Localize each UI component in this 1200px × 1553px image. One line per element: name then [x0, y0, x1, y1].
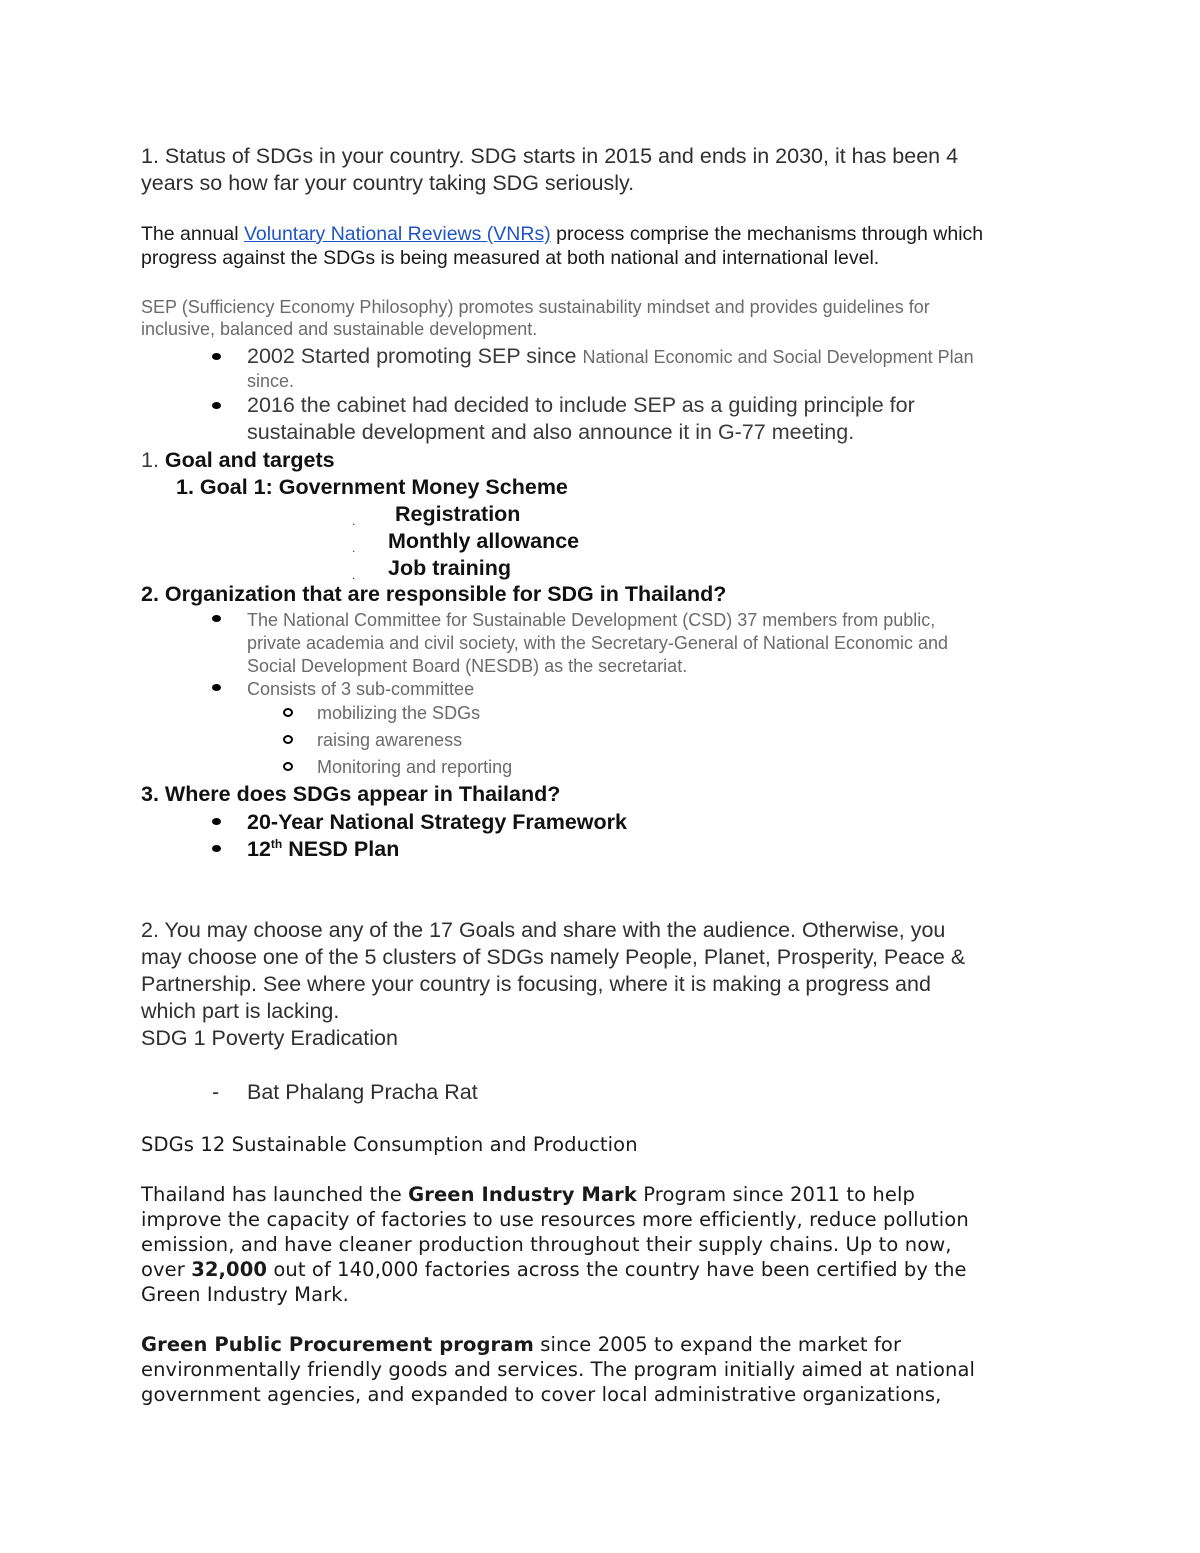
- sep-bullet1-line1: [247, 344, 974, 369]
- bullet-dot-icon: [212, 818, 221, 825]
- green-industry-line4: [141, 1258, 967, 1281]
- vnr-link[interactable]: Voluntary National Reviews (VNRs): [244, 223, 551, 245]
- vnr-paragraph-line2: progress against the SDGs is being measured at both national and international level.: [141, 247, 880, 269]
- gi-text-c: out of 140,000 factories across the country have been certified by the: [267, 1258, 967, 1281]
- section2-line2: may choose one of the 5 clusters of SDGs namely People, Planet, Prosperity, Peace &: [141, 945, 966, 969]
- nesd-number: 12: [247, 837, 271, 861]
- org-bullet2: Consists of 3 sub-committee: [247, 679, 475, 699]
- gi-text-b: Program since 2011 to help: [636, 1183, 915, 1206]
- gi-text-a: Thailand has launched the: [141, 1183, 409, 1206]
- vnr-prefix: The annual: [141, 223, 244, 245]
- bullet-dot-icon: [212, 845, 221, 852]
- subcommittee-mobilizing: mobilizing the SDGs: [317, 703, 481, 723]
- sep-bullet2-line2: sustainable development and also announce it in G-77 meeting.: [247, 420, 855, 444]
- bullet-circle-icon: [283, 708, 293, 717]
- dash-marker: -: [212, 1080, 220, 1104]
- org-heading: 2. Organization that are responsible for SDG in Thailand?: [141, 582, 727, 606]
- bullet-dot-icon: [212, 684, 221, 691]
- bullet-dot-icon: [212, 353, 221, 360]
- gi-over: over: [141, 1258, 192, 1281]
- sub-item-marker: .: [352, 568, 356, 582]
- section1-heading-line1: 1. Status of SDGs in your country. SDG starts in 2015 and ends in 2030, it has been 4: [141, 144, 959, 168]
- gpp-bold: Green Public Procurement program: [141, 1333, 534, 1356]
- section2-line4: which part is lacking.: [141, 999, 340, 1023]
- sdg1-heading: SDG 1 Poverty Eradication: [141, 1026, 398, 1050]
- gpp-text: since 2005 to expand the market for: [533, 1333, 902, 1356]
- org-bullet1-line1: The National Committee for Sustainable Development (CSD) 37 members from public,: [247, 610, 936, 630]
- sep-bullet1-main: 2002 Started promoting SEP since: [247, 344, 583, 368]
- green-industry-line2: improve the capacity of factories to use resources more efficiently, reduce pollution: [141, 1208, 969, 1231]
- vnr-paragraph-line1: [141, 223, 983, 246]
- subcommittee-monitoring: Monitoring and reporting: [317, 757, 513, 777]
- sub-item-marker: .: [352, 514, 356, 528]
- green-procurement-line1: [141, 1333, 901, 1356]
- bullet-dot-icon: [212, 615, 221, 622]
- sub-item-marker: .: [352, 541, 356, 555]
- sep-bullet1-plan: National Economic and Social Development Plan: [582, 347, 974, 367]
- nesd-superscript: th: [270, 836, 283, 851]
- gi-bold-mark: Green Industry Mark: [408, 1183, 637, 1206]
- green-industry-line1: [141, 1183, 915, 1206]
- green-procurement-line2: environmentally friendly goods and services. The program initially aimed at national: [141, 1358, 976, 1381]
- goals-heading-number: 1.: [141, 448, 165, 472]
- appear-item-strategy: 20-Year National Strategy Framework: [247, 810, 627, 834]
- sdg12-heading: SDGs 12 Sustainable Consumption and Production: [141, 1133, 638, 1156]
- green-industry-line3: emission, and have cleaner production throughout their supply chains. Up to now,: [141, 1233, 952, 1256]
- sep-bullet2-line1: 2016 the cabinet had decided to include SEP as a guiding principle for: [247, 393, 915, 417]
- goal1-sub-monthly-allowance: Monthly allowance: [388, 529, 580, 553]
- green-procurement-line3: government agencies, and expanded to cover local administrative organizations,: [141, 1383, 942, 1406]
- section1-heading-line2: years so how far your country taking SDG seriously.: [141, 171, 635, 195]
- subcommittee-awareness: raising awareness: [317, 730, 463, 750]
- goal1-title: 1. Goal 1: Government Money Scheme: [176, 475, 568, 499]
- org-bullet1-line2: private academia and civil society, with the Secretary-General of National Economic and: [247, 633, 949, 653]
- nesd-text: NESD Plan: [282, 837, 400, 861]
- green-industry-line5: Green Industry Mark.: [141, 1283, 349, 1306]
- appear-heading: 3. Where does SDGs appear in Thailand?: [141, 782, 561, 806]
- goals-heading: [141, 448, 335, 473]
- goals-heading-text: Goal and targets: [164, 448, 335, 472]
- bullet-dot-icon: [212, 402, 221, 409]
- sep-bullet1-line2: since.: [247, 371, 295, 391]
- gi-count: 32,000: [191, 1258, 268, 1281]
- bullet-circle-icon: [283, 735, 293, 744]
- section2-line3: Partnership. See where your country is focusing, where it is making a progress and: [141, 972, 931, 996]
- goal1-sub-registration: Registration: [395, 502, 521, 526]
- org-bullet1-line3: Social Development Board (NESDB) as the secretariat.: [247, 656, 688, 676]
- sdg1-item: Bat Phalang Pracha Rat: [247, 1080, 478, 1104]
- vnr-suffix: process comprise the mechanisms through which: [550, 223, 984, 245]
- sep-paragraph-line1: SEP (Sufficiency Economy Philosophy) promotes sustainability mindset and provides guidelines for: [141, 297, 930, 317]
- section2-line1: 2. You may choose any of the 17 Goals and share with the audience. Otherwise, you: [141, 918, 946, 942]
- appear-item-nesd: [247, 837, 399, 862]
- goal1-sub-job-training: Job training: [388, 556, 512, 580]
- sep-paragraph-line2: inclusive, balanced and sustainable development.: [141, 319, 538, 339]
- bullet-circle-icon: [283, 762, 293, 771]
